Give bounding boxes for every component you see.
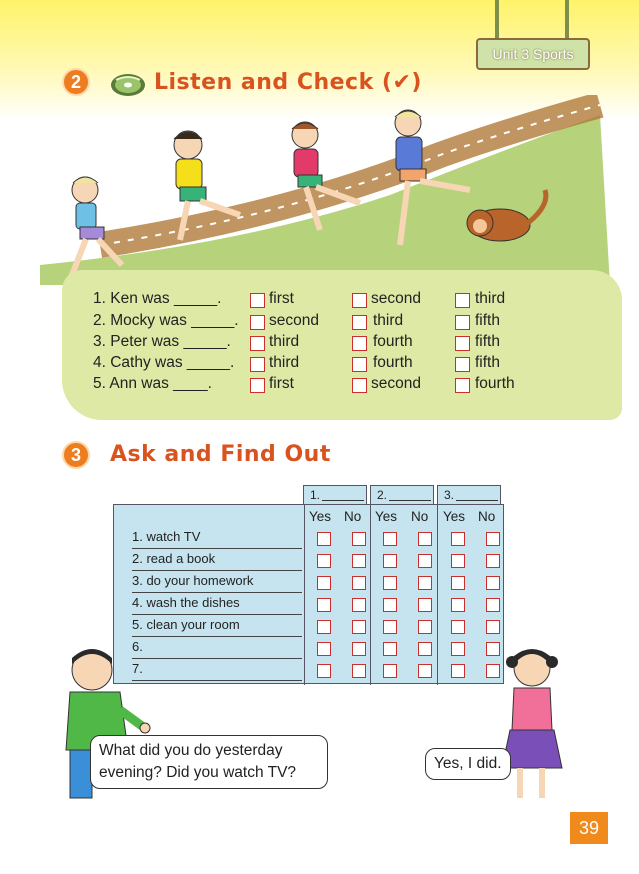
answer-checkbox[interactable] [383, 598, 397, 612]
option-checkbox[interactable] [352, 293, 367, 308]
answer-checkbox[interactable] [451, 554, 465, 568]
option-label: fifth [475, 354, 500, 371]
answer-checkbox[interactable] [383, 554, 397, 568]
no-header: No [344, 509, 362, 524]
option-checkbox[interactable] [455, 357, 470, 372]
section-3-number: 3 [62, 441, 90, 469]
answer-checkbox[interactable] [451, 576, 465, 590]
yes-header: Yes [443, 509, 466, 524]
boy-speech-line-2: evening? Did you watch TV? [99, 764, 297, 781]
option-label: fourth [373, 333, 413, 350]
answer-checkbox[interactable] [418, 532, 432, 546]
option-label: fifth [475, 333, 500, 350]
option-label: third [269, 354, 300, 371]
option-checkbox[interactable] [352, 315, 367, 330]
answer-checkbox[interactable] [383, 576, 397, 590]
option-label: first [269, 375, 294, 392]
option-label: third [373, 312, 404, 329]
option-checkbox[interactable] [250, 293, 265, 308]
answer-checkbox[interactable] [486, 598, 500, 612]
option-label: second [371, 375, 421, 392]
answer-checkbox[interactable] [486, 576, 500, 590]
boy-speech-bubble [90, 735, 328, 789]
tab-number: 2. [377, 488, 388, 502]
answer-checkbox[interactable] [418, 554, 432, 568]
answer-checkbox[interactable] [317, 598, 331, 612]
activity-row: 4. wash the dishes [132, 595, 302, 615]
answer-checkbox[interactable] [383, 642, 397, 656]
tab-number: 3. [444, 488, 455, 502]
sign-rope-left [495, 0, 499, 40]
yes-header: Yes [309, 509, 332, 524]
sign-rope-right [565, 0, 569, 40]
tab-name-blank[interactable] [322, 500, 364, 501]
option-checkbox[interactable] [455, 378, 470, 393]
answer-checkbox[interactable] [418, 664, 432, 678]
answer-checkbox[interactable] [317, 532, 331, 546]
option-checkbox[interactable] [455, 315, 470, 330]
option-checkbox[interactable] [250, 336, 265, 351]
answer-checkbox[interactable] [352, 576, 366, 590]
option-checkbox[interactable] [455, 293, 470, 308]
answer-checkbox[interactable] [486, 532, 500, 546]
race-illustration [40, 95, 610, 285]
answer-checkbox[interactable] [317, 620, 331, 634]
answer-checkbox[interactable] [317, 554, 331, 568]
answer-checkbox[interactable] [451, 664, 465, 678]
answer-checkbox[interactable] [451, 532, 465, 546]
answer-checkbox[interactable] [451, 642, 465, 656]
option-label: third [475, 290, 506, 307]
answer-checkbox[interactable] [451, 598, 465, 612]
tab-number: 1. [310, 488, 321, 502]
answer-checkbox[interactable] [352, 532, 366, 546]
answer-checkbox[interactable] [418, 576, 432, 590]
question-text: 5. Ann was ____. [93, 375, 212, 392]
answer-checkbox[interactable] [451, 620, 465, 634]
answer-checkbox[interactable] [383, 532, 397, 546]
option-label: fifth [475, 312, 500, 329]
answer-checkbox[interactable] [383, 664, 397, 678]
answer-checkbox[interactable] [352, 642, 366, 656]
option-checkbox[interactable] [250, 378, 265, 393]
question-text: 3. Peter was _____. [93, 333, 231, 350]
tab-name-blank[interactable] [389, 500, 431, 501]
activity-row: 1. watch TV [132, 529, 302, 549]
no-header: No [478, 509, 496, 524]
answer-checkbox[interactable] [317, 664, 331, 678]
question-text: 1. Ken was _____. [93, 290, 222, 307]
question-text: 4. Cathy was _____. [93, 354, 235, 371]
option-checkbox[interactable] [455, 336, 470, 351]
unit-label: Unit 3 Sports [476, 38, 590, 70]
answer-checkbox[interactable] [317, 642, 331, 656]
answer-checkbox[interactable] [418, 598, 432, 612]
option-checkbox[interactable] [352, 378, 367, 393]
column-divider [437, 505, 438, 685]
answer-checkbox[interactable] [352, 598, 366, 612]
section-2-number: 2 [62, 68, 90, 96]
page-number: 39 [570, 812, 608, 844]
option-label: third [269, 333, 300, 350]
activity-row: 2. read a book [132, 551, 302, 571]
option-label: fourth [475, 375, 515, 392]
question-text: 2. Mocky was _____. [93, 312, 239, 329]
section-2-title: Listen and Check (✔) [154, 70, 422, 95]
girl-speech-bubble: Yes, I did. [425, 748, 511, 780]
column-divider [304, 505, 305, 685]
option-label: first [269, 290, 294, 307]
answer-checkbox[interactable] [352, 554, 366, 568]
answer-checkbox[interactable] [418, 642, 432, 656]
tab-name-blank[interactable] [456, 500, 498, 501]
answer-checkbox[interactable] [383, 620, 397, 634]
column-divider [370, 505, 371, 685]
section-3-title: Ask and Find Out [110, 442, 331, 467]
option-checkbox[interactable] [250, 315, 265, 330]
answer-checkbox[interactable] [418, 620, 432, 634]
activity-row: 3. do your homework [132, 573, 302, 593]
option-label: second [269, 312, 319, 329]
no-header: No [411, 509, 429, 524]
option-label: second [371, 290, 421, 307]
option-checkbox[interactable] [250, 357, 265, 372]
option-checkbox[interactable] [352, 357, 367, 372]
yes-header: Yes [375, 509, 398, 524]
activity-row: 7. [132, 661, 302, 681]
activity-row: 6. [132, 639, 302, 659]
option-label: fourth [373, 354, 413, 371]
boy-speech-line-1: What did you do yesterday [99, 742, 283, 759]
activity-row: 5. clean your room [132, 617, 302, 637]
survey-table [113, 504, 504, 684]
answer-checkbox[interactable] [352, 664, 366, 678]
answer-checkbox[interactable] [486, 554, 500, 568]
answer-checkbox[interactable] [486, 620, 500, 634]
answer-checkbox[interactable] [352, 620, 366, 634]
answer-checkbox[interactable] [317, 576, 331, 590]
option-checkbox[interactable] [352, 336, 367, 351]
